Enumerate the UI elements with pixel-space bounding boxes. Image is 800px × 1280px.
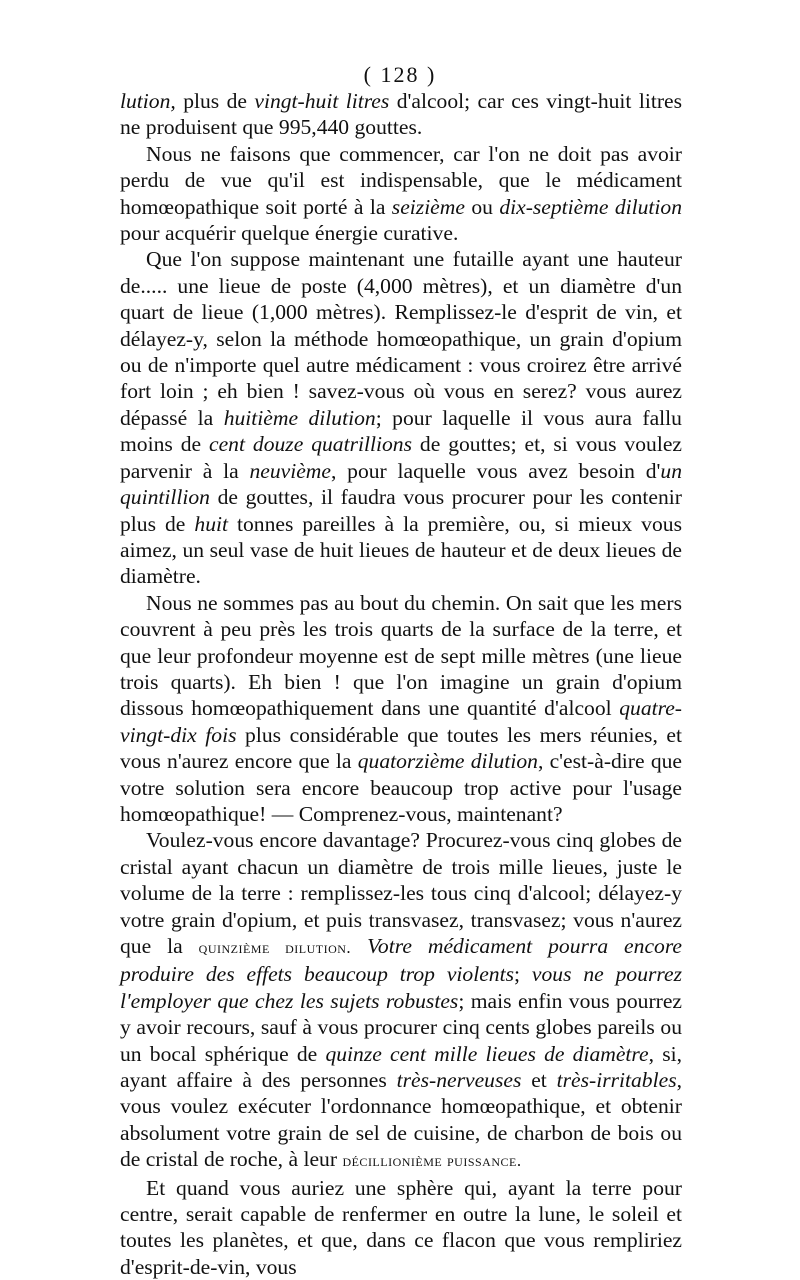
text-run: plus considérable que toutes les mers réunies, et vous n'aurez encore que la [120, 722, 682, 774]
text-run: tonnes pareilles à la première, ou, si mieux vous aimez, un seul vase de huit lieues de hauteur et de deux lieues de diamètre. [120, 511, 682, 589]
text-run: pour acquérir quelque énergie curative. [120, 221, 459, 246]
small-caps-text: décillionième puissance. [342, 1151, 522, 1171]
italic-text: quatre-vingt-dix fois [120, 696, 682, 747]
text-run: d'alcool; car ces vingt-huit litres ne produisent que 995,440 gouttes. [120, 89, 682, 140]
text-run: , si, ayant affaire à des personnes [120, 1041, 682, 1093]
paragraph [120, 246, 682, 589]
text-run [351, 934, 367, 958]
italic-text: Votre médicament pourra encore produire des effets beaucoup trop violents [120, 934, 683, 987]
text-run: ou [464, 194, 500, 219]
italic-text: quatorzième dilution [357, 749, 538, 774]
text-run: Voulez-vous encore davantage? Procurez-vous cinq globes de cristal ayant chacun un diamètre de trois mille lieues, juste le volume de la terre : remplissez-les tous cinq d'alcool; délayez-y votre grain d'opium, et puis transvasez, transvasez; vous n'aurez que la [120, 828, 682, 958]
small-caps-text: quinzième dilution. [198, 938, 352, 957]
text-run: Nous ne sommes pas au bout du chemin. On sait que les mers couvrent à peu près les trois quarts de la surface de la terre, et que leur profondeur moyenne est de sept mille mètres (une lieue trois quarts). Eh bien ! que l'on imagine un grain d'opium dissous homœopathiquement dans une quantité d'alcool [120, 590, 682, 721]
text-run: ; mais enfin vous pourrez y avoir recours, sauf à vous procurer cinq cents globes pareils ou un bocal sphérique de [120, 988, 682, 1066]
italic-text: très-nerveuses [396, 1068, 522, 1093]
italic-text: très-irritables [556, 1068, 677, 1093]
italic-text: cent douze quatrillions [209, 432, 412, 457]
text-run: ; [514, 962, 532, 987]
italic-text: seizième [391, 194, 465, 219]
text-run: Et quand vous auriez une sphère qui, ayant la terre pour centre, serait capable de renfermer en outre la lune, le soleil et toutes les planètes, et que, dans ce flacon que vous rempliriez d'esprit-de-vin, vous [120, 1175, 682, 1279]
text-run: plus de [175, 89, 255, 113]
italic-text: un quintillion [120, 458, 682, 510]
paragraph [120, 141, 682, 247]
paragraph [120, 590, 682, 828]
italic-text: lution, [120, 89, 176, 113]
paragraph [120, 1175, 682, 1280]
italic-text: huit [194, 511, 228, 536]
text-run: , c'est-à-dire que votre solution sera encore beaucoup trop active pour l'usage homœopathique! — Comprenez-vous, maintenant? [120, 749, 683, 826]
italic-text: huitième dilution [223, 405, 376, 430]
italic-text: vingt-huit litres [254, 89, 390, 113]
italic-text: quinze cent mille lieues de diamètre [325, 1041, 649, 1066]
paragraph [120, 827, 682, 1174]
text-run: , vous voulez exécuter l'ordonnance homœopathique, et obtenir absolument votre grain de sel de cuisine, de charbon de bois ou de cristal de roche, à leur [120, 1068, 682, 1172]
text-run: Que l'on suppose maintenant une futaille ayant une hauteur de..... une lieue de poste (4,000 mètres), et un diamètre d'un quart de lieue (1,000 mètres). Remplissez-le d'esprit de vin, et délayez-y, selon la méthode homœopathique, un grain d'opium ou de n'importe quel autre médicament : vous croirez être arrivé fort loin ; eh bien ! savez-vous où vous en serez? vous aurez dépassé la [120, 247, 682, 430]
italic-text: vous ne pourrez l'employer que chez les sujets robustes [120, 962, 682, 1013]
paragraph [120, 88, 682, 141]
text-run: et [521, 1068, 557, 1093]
text-run: de gouttes, il faudra vous procurer pour les contenir plus de [120, 485, 682, 536]
italic-text: dix-septième dilution [499, 194, 682, 219]
text-run: , pour laquelle vous avez besoin d' [330, 458, 661, 483]
text-run: de gouttes; et, si vous voulez parvenir à la [120, 432, 682, 483]
text-run: ; pour laquelle il vous aura fallu moins de [120, 405, 682, 457]
italic-text: neuvième [249, 458, 331, 483]
page-body-text [120, 88, 682, 1280]
page-number: ( 128 ) [363, 62, 437, 87]
text-run: Nous ne faisons que commencer, car l'on ne doit pas avoir perdu de vue qu'il est indispensable, que le médicament homœopathique soit porté à la [120, 141, 682, 219]
